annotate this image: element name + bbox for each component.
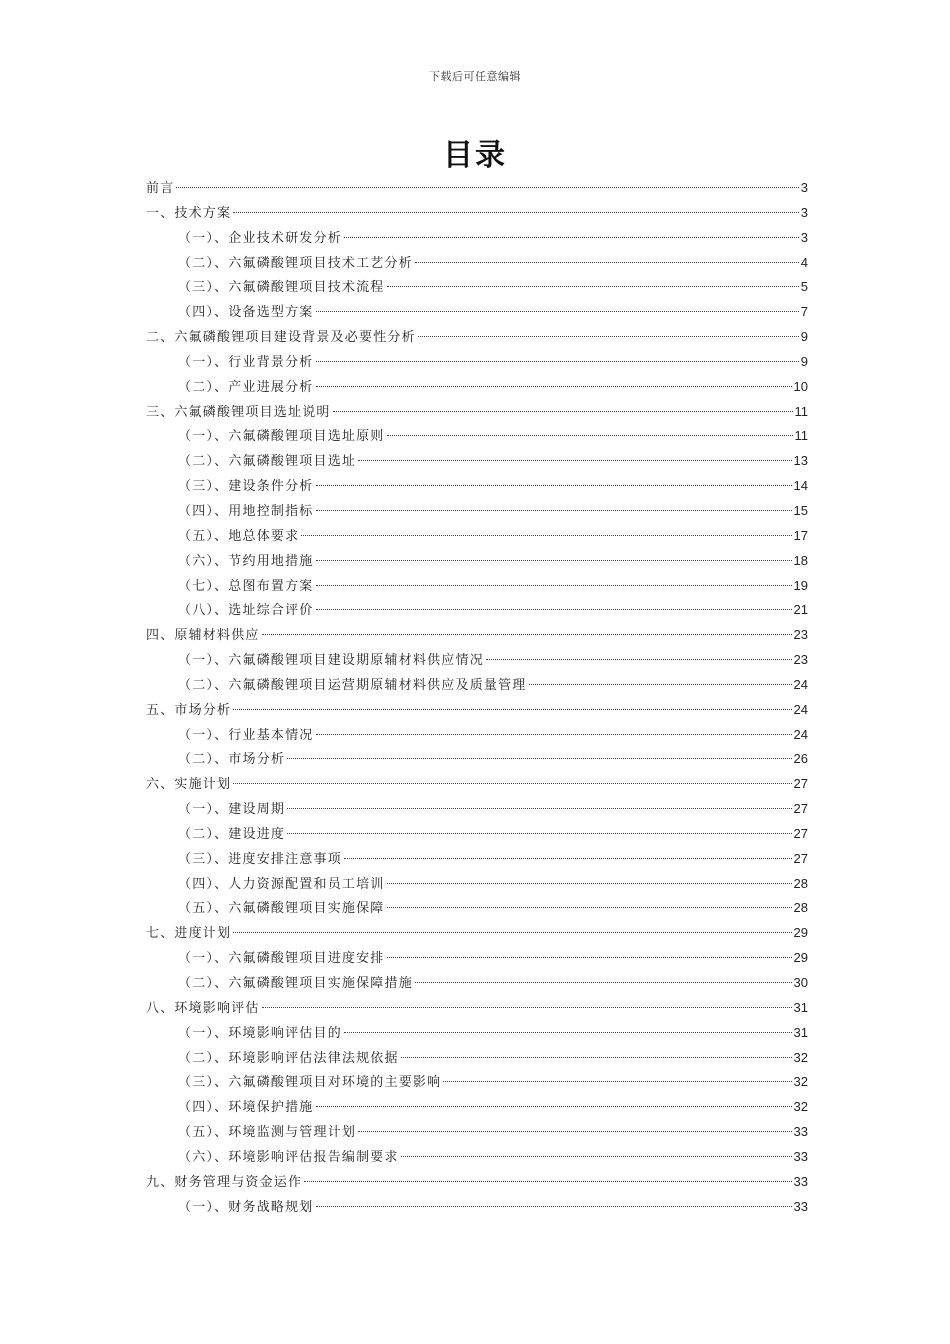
toc-dot-leader [316, 510, 792, 511]
toc-entry[interactable] [146, 449, 808, 474]
toc-dot-leader [233, 212, 799, 213]
toc-entry[interactable] [146, 251, 808, 276]
toc-dot-leader [262, 634, 792, 635]
toc-dot-leader [316, 386, 792, 387]
toc-entry-page-number: 7 [800, 304, 808, 320]
toc-entry-label: （四）、用地控制指标 [178, 503, 314, 519]
toc-entry[interactable] [146, 872, 808, 897]
toc-entry-page-number: 11 [794, 403, 808, 419]
toc-dot-leader [316, 361, 799, 362]
toc-dot-leader [344, 858, 792, 859]
toc-entry[interactable] [146, 375, 808, 400]
toc-entry[interactable] [146, 747, 808, 772]
toc-entry-label: （五）、地总体要求 [178, 528, 300, 544]
toc-entry[interactable] [146, 176, 808, 201]
toc-dot-leader [287, 808, 791, 809]
toc-entry-page-number: 32 [793, 1074, 808, 1090]
toc-entry-label: （三）、六氟磷酸锂项目技术流程 [178, 280, 385, 296]
toc-entry-label: 六、实施计划 [146, 777, 232, 793]
toc-entry-page-number: 29 [793, 925, 808, 941]
toc-dot-leader [262, 1007, 792, 1008]
toc-entry-page-number: 5 [800, 279, 808, 295]
toc-entry[interactable] [146, 648, 808, 673]
toc-dot-leader [233, 709, 791, 710]
toc-entry[interactable] [146, 1195, 808, 1220]
toc-entry-page-number: 10 [793, 378, 808, 394]
toc-entry-label: （七）、总图布置方案 [178, 578, 314, 594]
toc-entry-page-number: 32 [793, 1049, 808, 1065]
toc-dot-leader [401, 1156, 792, 1157]
toc-entry[interactable] [146, 574, 808, 599]
toc-entry[interactable] [146, 896, 808, 921]
toc-entry[interactable] [146, 723, 808, 748]
toc-entry-page-number: 17 [793, 527, 808, 543]
toc-dot-leader [233, 932, 791, 933]
toc-dot-leader [316, 311, 799, 312]
toc-entry-label: （一）、企业技术研发分析 [178, 230, 342, 246]
toc-entry-page-number: 21 [793, 602, 808, 618]
toc-entry-label: （四）、设备选型方案 [178, 305, 314, 321]
toc-entry-page-number: 14 [793, 478, 808, 494]
toc-entry-page-number: 18 [793, 552, 808, 568]
toc-entry[interactable] [146, 822, 808, 847]
toc-entry-label: （五）、六氟磷酸锂项目实施保障 [178, 901, 385, 917]
toc-entry-page-number: 29 [793, 950, 808, 966]
toc-entry-page-number: 3 [800, 180, 808, 195]
toc-entry-label: 九、财务管理与资金运作 [146, 1174, 303, 1190]
toc-entry-page-number: 28 [793, 900, 808, 916]
toc-dot-leader [387, 286, 799, 287]
toc-entry-page-number: 11 [794, 428, 808, 444]
toc-entry[interactable] [146, 1120, 808, 1145]
toc-entry[interactable] [146, 300, 808, 325]
toc-entry-label: （一）、环境影响评估目的 [178, 1025, 342, 1041]
toc-entry[interactable] [146, 549, 808, 574]
toc-entry-label: （三）、建设条件分析 [178, 479, 314, 495]
toc-entry-label: （三）、进度安排注意事项 [178, 851, 342, 867]
toc-entry[interactable] [146, 1095, 808, 1120]
toc-entry-label: （六）、节约用地措施 [178, 553, 314, 569]
toc-entry[interactable] [146, 847, 808, 872]
toc-dot-leader [387, 435, 793, 436]
toc-dot-leader [316, 560, 792, 561]
toc-entry-page-number: 32 [793, 1099, 808, 1115]
toc-entry-page-number: 3 [800, 204, 808, 220]
toc-entry-label: （三）、六氟磷酸锂项目对环境的主要影响 [178, 1075, 442, 1091]
toc-entry-page-number: 23 [793, 627, 808, 643]
toc-entry-label: 七、进度计划 [146, 926, 232, 942]
toc-dot-leader [316, 485, 792, 486]
toc-dot-leader [176, 187, 798, 188]
toc-entry-page-number: 26 [793, 751, 808, 767]
toc-dot-leader [344, 237, 799, 238]
toc-entry[interactable] [146, 1070, 808, 1095]
toc-entry[interactable] [146, 226, 808, 251]
toc-dot-leader [387, 907, 792, 908]
toc-entry[interactable] [146, 996, 808, 1021]
toc-entry-page-number: 28 [793, 875, 808, 891]
toc-entry-label: 二、六氟磷酸锂项目建设背景及必要性分析 [146, 330, 416, 346]
toc-dot-leader [486, 659, 792, 660]
toc-entry-label: 五、市场分析 [146, 702, 232, 718]
toc-entry-label: 前言 [146, 181, 175, 196]
toc-entry-label: （二）、环境影响评估法律法规依据 [178, 1050, 399, 1066]
toc-entry[interactable] [146, 499, 808, 524]
toc-entry[interactable] [146, 275, 808, 300]
toc-dot-leader [316, 734, 792, 735]
toc-entry-page-number: 33 [793, 1173, 808, 1189]
toc-dot-leader [316, 585, 792, 586]
toc-entry-label: 四、原辅材料供应 [146, 628, 260, 644]
toc-entry[interactable] [146, 698, 808, 723]
toc-dot-leader [443, 1081, 791, 1082]
toc-entry-page-number: 27 [793, 825, 808, 841]
toc-entry-label: （一）、六氟磷酸锂项目建设期原辅材料供应情况 [178, 653, 484, 669]
toc-entry-page-number: 13 [793, 453, 808, 469]
toc-entry-label: （一）、行业基本情况 [178, 727, 314, 743]
toc-dot-leader [401, 1057, 792, 1058]
toc-entry-page-number: 15 [793, 502, 808, 518]
toc-dot-leader [287, 833, 791, 834]
toc-entry-page-number: 33 [793, 1148, 808, 1164]
toc-entry-label: （二）、六氟磷酸锂项目选址 [178, 454, 357, 470]
toc-entry-label: （二）、市场分析 [178, 752, 286, 768]
toc-title: 目录 [443, 138, 507, 173]
toc-dot-leader [304, 1181, 791, 1182]
toc-dot-leader [316, 609, 792, 610]
toc-entry[interactable] [146, 921, 808, 946]
toc-entry-page-number: 27 [793, 850, 808, 866]
toc-entry[interactable] [146, 424, 808, 449]
toc-entry-page-number: 27 [793, 776, 808, 792]
toc-entry-page-number: 30 [793, 975, 808, 990]
toc-dot-leader [333, 411, 793, 412]
toc-dot-leader [316, 1206, 792, 1207]
toc-entry-page-number: 19 [793, 577, 808, 593]
toc-entry-label: （一）、财务战略规划 [178, 1199, 314, 1215]
toc-entry-label: （一）、行业背景分析 [178, 354, 314, 370]
toc-entry-label: （二）、六氟磷酸锂项目实施保障措施 [178, 976, 413, 991]
toc-entry-page-number: 31 [793, 1024, 808, 1040]
toc-entry[interactable] [146, 201, 808, 226]
toc-dot-leader [344, 1032, 792, 1033]
toc-dot-leader [387, 883, 792, 884]
toc-entry-label: （一）、六氟磷酸锂项目选址原则 [178, 429, 385, 445]
toc-entry[interactable] [146, 971, 808, 996]
toc-entry[interactable] [146, 350, 808, 375]
toc-dot-leader [287, 758, 791, 759]
toc-entry-page-number: 9 [800, 353, 808, 369]
toc-entry[interactable] [146, 1170, 808, 1195]
toc-entry-label: （八）、选址综合评价 [178, 603, 314, 619]
toc-entry-page-number: 31 [793, 999, 808, 1015]
toc-dot-leader [358, 460, 791, 461]
toc-entry-label: （一）、建设周期 [178, 802, 286, 818]
toc-entry-label: （二）、建设进度 [178, 826, 286, 842]
toc-dot-leader [233, 783, 791, 784]
toc-entry-page-number: 23 [793, 652, 808, 668]
toc-entry[interactable] [146, 474, 808, 499]
toc-entry-label: 三、六氟磷酸锂项目选址说明 [146, 404, 331, 420]
toc-entry[interactable] [146, 400, 808, 425]
toc-entry-page-number: 24 [793, 726, 808, 742]
toc-dot-leader [418, 336, 799, 337]
toc-entry-label: （二）、六氟磷酸锂项目运营期原辅材料供应及质量管理 [178, 677, 527, 693]
toc-entry-page-number: 27 [793, 801, 808, 817]
toc-entry-label: 八、环境影响评估 [146, 1000, 260, 1016]
toc-entry-page-number: 4 [800, 254, 808, 270]
toc-entry-label: （二）、六氟磷酸锂项目技术工艺分析 [178, 255, 413, 271]
toc-entry[interactable] [146, 1046, 808, 1071]
toc-entry-page-number: 9 [800, 329, 808, 345]
toc-entry-label: （五）、环境监测与管理计划 [178, 1125, 357, 1141]
toc-entry[interactable] [146, 797, 808, 822]
toc-dot-leader [316, 1106, 792, 1107]
toc-entry[interactable] [146, 598, 808, 623]
toc-entry[interactable] [146, 772, 808, 797]
toc-entry[interactable] [146, 946, 808, 971]
toc-dot-leader [387, 957, 792, 958]
toc-entry[interactable] [146, 1021, 808, 1046]
toc-entry[interactable] [146, 673, 808, 698]
toc-dot-leader [415, 982, 792, 983]
toc-entry-label: （二）、产业进展分析 [178, 379, 314, 395]
table-of-contents [146, 176, 808, 1219]
toc-entry-label: （六）、环境影响评估报告编制要求 [178, 1149, 399, 1165]
toc-dot-leader [301, 535, 791, 536]
toc-entry-label: （四）、环境保护措施 [178, 1100, 314, 1116]
toc-entry[interactable] [146, 1145, 808, 1170]
header-note: 下载后可任意编辑 [429, 70, 521, 83]
toc-entry-page-number: 3 [800, 229, 808, 245]
toc-entry[interactable] [146, 524, 808, 549]
toc-dot-leader [358, 1131, 791, 1132]
toc-entry-page-number: 24 [793, 701, 808, 717]
toc-dot-leader [415, 262, 799, 263]
toc-entry-page-number: 33 [793, 1124, 808, 1140]
toc-entry-page-number: 24 [793, 676, 808, 692]
toc-entry[interactable] [146, 623, 808, 648]
toc-entry-label: （四）、人力资源配置和员工培训 [178, 876, 385, 892]
toc-entry-page-number: 33 [793, 1198, 808, 1214]
toc-entry[interactable] [146, 325, 808, 350]
toc-dot-leader [529, 684, 792, 685]
toc-entry-label: 一、技术方案 [146, 205, 232, 221]
toc-entry-label: （一）、六氟磷酸锂项目进度安排 [178, 951, 385, 967]
